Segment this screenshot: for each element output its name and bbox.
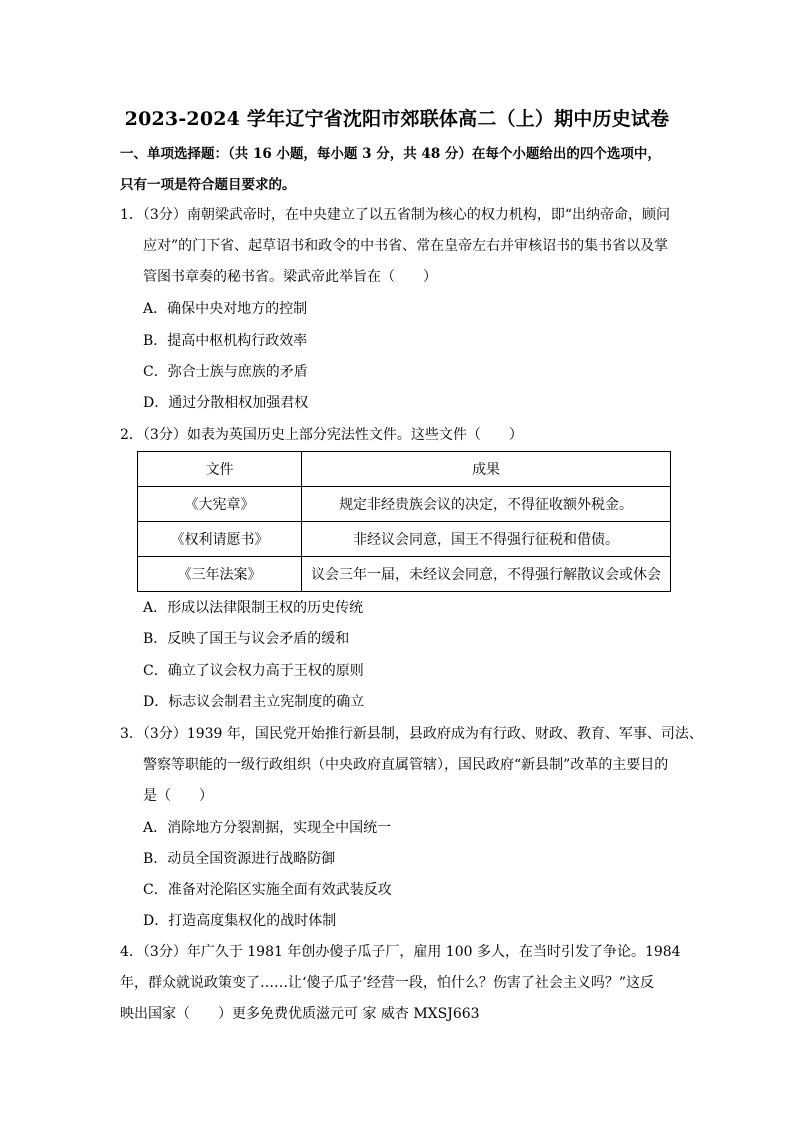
table-row	[138, 522, 671, 557]
q1-option-a: A．确保中央对地方的控制	[143, 301, 308, 317]
table-header-document: 文件	[138, 452, 302, 487]
table-header-row	[138, 452, 671, 487]
q2-table	[137, 451, 671, 592]
table-cell: 《大宪章》	[138, 487, 302, 522]
table-cell: 议会三年一届，未经议会同意，不得强行解散议会或休会	[302, 557, 671, 592]
q1-stem-line2: 应对”的门下省、起草诏书和政令的中书省、常在皇帝左右并审核诏书的集书省以及掌	[143, 238, 669, 254]
table-row	[138, 557, 671, 592]
q4-stem-line3: 映出国家（ ）更多免费优质滋元可 家 威杏 MXSJ663	[120, 1006, 480, 1022]
q1-stem-line1: 1．（3分）南朝梁武帝时，在中央建立了以五省制为核心的权力机构，即“出纳帝命，顾问	[120, 207, 670, 223]
q4-stem-line1: 4．（3分）年广久于 1981 年创办傻子瓜子厂，雇用 100 多人，在当时引发了争论。1984	[120, 944, 681, 960]
table-header-result: 成果	[302, 452, 671, 487]
table-row	[138, 487, 671, 522]
q1-option-d: D．通过分散相权加强君权	[143, 395, 309, 411]
section-heading-line1: 一、单项选择题：（共 16 小题，每小题 3 分，共 48 分）在每个小题给出的四个选项中，	[120, 146, 661, 162]
q3-option-c: C．准备对沦陷区实施全面有效武装反攻	[143, 882, 392, 898]
table-cell: 非经议会同意，国王不得强行征税和借债。	[302, 522, 671, 557]
q3-stem-line1: 3．（3分）1939 年，国民党开始推行新县制，县政府成为有行政、财政、教育、军事、司法、	[120, 726, 703, 742]
q2-stem-line1: 2．（3分）如表为英国历史上部分宪法性文件。这些文件（ ）	[120, 427, 523, 443]
q3-option-a: A．消除地方分裂割据，实现全中国统一	[143, 820, 392, 836]
q2-option-d: D．标志议会制君主立宪制度的确立	[143, 694, 365, 710]
q2-option-b: B．反映了国王与议会矛盾的缓和	[143, 631, 350, 647]
table-cell: 《权利请愿书》	[138, 522, 302, 557]
q2-option-a: A．形成以法律限制王权的历史传统	[143, 600, 364, 616]
q3-option-d: D．打造高度集权化的战时体制	[143, 913, 337, 929]
exam-title: 2023-2024 学年辽宁省沈阳市郊联体高二（上）期中历史试卷	[124, 108, 670, 130]
q3-option-b: B．动员全国资源进行战略防御	[143, 851, 336, 867]
q1-option-b: B．提高中枢机构行政效率	[143, 333, 308, 349]
section-heading-line2: 只有一项是符合题目要求的。	[120, 177, 296, 193]
q3-stem-line3: 是（ ）	[143, 788, 213, 804]
table-cell: 规定非经贵族会议的决定，不得征收额外税金。	[302, 487, 671, 522]
q3-stem-line2: 警察等职能的一级行政组织（中央政府直属管辖），国民政府“新县制”改革的主要目的	[143, 757, 669, 773]
q2-option-c: C．确立了议会权力高于王权的原则	[143, 663, 364, 679]
q1-option-c: C．弥合士族与庶族的矛盾	[143, 364, 308, 380]
q1-stem-line3: 管图书章奏的秘书省。梁武帝此举旨在（ ）	[143, 269, 437, 285]
table-cell: 《三年法案》	[138, 557, 302, 592]
q4-stem-line2: 年，群众就说政策变了……让‘傻子瓜子’经营一段，怕什么？伤害了社会主义吗？”这反	[120, 975, 655, 991]
